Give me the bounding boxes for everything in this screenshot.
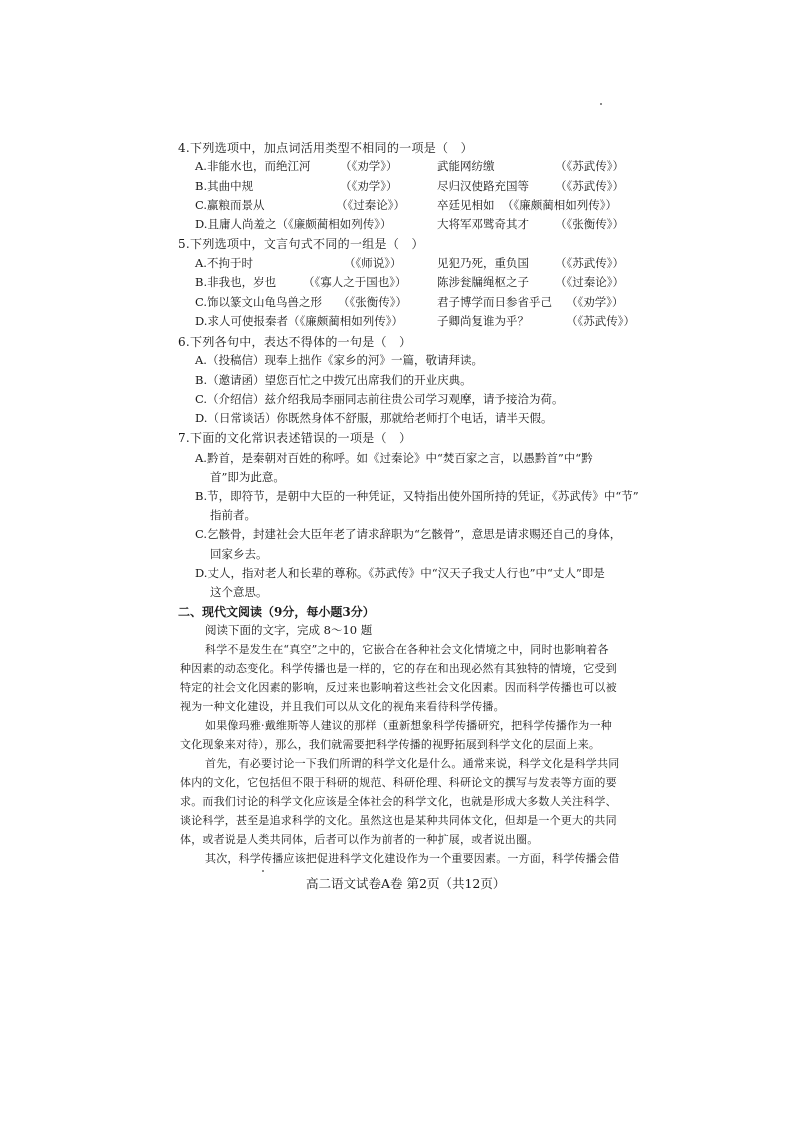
q4-option-d-right-source: （《张衡传》）: [555, 217, 624, 231]
q7-option-b-line2: 指前者。: [210, 508, 256, 522]
q4-option-a-source: （《劝学》）: [340, 159, 398, 173]
question-7-title: 7.下面的文化常识表述错误的一项是（ ）: [178, 431, 412, 445]
q5-option-b-right: 陈涉瓮牖绳枢之子: [437, 275, 529, 289]
q5-option-d-text: D.求人可使报秦者（《廉颇蔺相如列传》）: [195, 314, 403, 328]
q5-option-a-text: A.不拘于时: [195, 256, 253, 270]
q4-option-a-right: 武能网纺缴: [437, 159, 495, 173]
q4-option-a-right-source: （《苏武传》）: [555, 159, 624, 173]
q6-option-d: D.（日常谈话）你既然身体不舒服，那就给老师打个电话，请半天假。: [195, 411, 553, 425]
passage-line: 种因素的动态变化。科学传播也是一样的，它的存在和出现必然有其独特的情境，它受到: [180, 662, 617, 675]
q7-option-d-line1: D.丈人，指对老人和长辈的尊称。《苏武传》中“汉天子我丈人行也”中“丈人”即是: [195, 566, 605, 580]
q4-option-b-text: B.其曲中规: [195, 179, 254, 193]
q4-option-c-right-source: （《廉颇蔺相如列传》）: [502, 198, 617, 212]
q4-option-b-right-source: （《苏武传》）: [555, 179, 624, 193]
q4-option-c-source: （《过秦论》）: [336, 198, 405, 212]
q7-option-b-line1: B.节，即符节，是朝中大臣的一种凭证，又特指出使外国所持的凭证，《苏武传》中“节”: [195, 489, 639, 503]
q7-option-d-line2: 这个意思。: [210, 585, 268, 599]
q5-option-d-right: 子卿尚复谁为乎？: [437, 314, 529, 328]
passage-line: 谈论科学，甚至是追求科学的文化。虽然这也是某种共同体文化，但却是一个更大的共同: [180, 814, 617, 827]
passage-line: 特定的社会文化因素的影响，反过来也影响着这些社会文化因素。因而科学传播也可以被: [180, 681, 617, 694]
passage-line: 求。而我们讨论的科学文化应该是全体社会的科学文化，也就是形成大多数人关注科学、: [180, 795, 617, 808]
q4-option-c-right: 卒廷见相如: [437, 198, 495, 212]
section-2-instruction: 阅读下面的文字，完成 8～10 题: [205, 623, 373, 637]
passage-line: 首先，有必要讨论一下我们所谓的科学文化是什么。通常来说，科学文化是科学共同: [205, 757, 620, 770]
q5-option-b-right-source: （《过秦论》）: [555, 275, 624, 289]
q5-option-a-right-source: （《苏武传》）: [555, 256, 624, 270]
q4-option-b-source: （《劝学》）: [340, 179, 398, 193]
q4-option-d-text: D.且庸人尚羞之（《廉颇蔺相如列传》）: [195, 217, 392, 231]
q5-option-a-source: （《师说》）: [344, 256, 402, 270]
q6-option-b: B.（邀请函）望您百忙之中拨冗出席我们的开业庆典。: [195, 373, 472, 387]
passage-line: 视为一种文化建设，并且我们可以从文化的视角来看待科学传播。: [180, 700, 505, 713]
passage-line: 如果像玛雅·戴维斯等人建议的那样（重新想象科学传播研究，把科学传播作为一种: [205, 719, 612, 732]
page-footer: 高二语文试卷A卷 第2页（共12页）: [306, 876, 506, 891]
scan-speck: [262, 870, 264, 872]
q5-option-c-text: C.饰以篆文山龟鸟兽之形: [195, 295, 323, 309]
q7-option-a-line2: 首”即为此意。: [210, 470, 285, 484]
passage-line: 其次，科学传播应该把促进科学文化建设作为一个重要因素。一方面，科学传播会借: [205, 852, 620, 865]
q5-option-a-right: 见犯乃死，重负国: [437, 256, 529, 270]
scan-speck: [600, 103, 602, 105]
q5-option-c-right-source: （《劝学》）: [566, 295, 624, 309]
passage-line: 文化现象来对待），那么，我们就需要把科学传播的视野拓展到科学文化的层面上来。: [180, 738, 601, 751]
q5-option-c-source: （《张衡传》）: [338, 295, 407, 309]
q4-option-b-right: 尽归汉使路充国等: [437, 179, 529, 193]
q7-option-c-line2: 回家乡去。: [210, 547, 268, 561]
section-2-title: 二、现代文阅读（9分，每小题3分）: [178, 605, 375, 619]
q7-option-c-line1: C.乞骸骨，封建社会大臣年老了请求辞职为“乞骸骨”，意思是请求赐还自己的身体，: [195, 527, 622, 541]
passage-line: 体内的文化，它包括但不限于科研的规范、科研伦理、科研论文的撰写与发表等方面的要: [180, 776, 617, 789]
question-5-title: 5.下列选项中，文言句式不同的一组是（ ）: [178, 237, 424, 251]
q6-option-a: A.（投稿信）现奉上拙作《家乡的河》一篇，敬请拜读。: [195, 353, 483, 367]
question-4-title: 4.下列选项中，加点词活用类型不相同的一项是（ ）: [178, 141, 473, 155]
passage-line: 体，或者说是人类共同体，后者可以作为前者的一种扩展，或者说出圈。: [180, 833, 539, 846]
q4-option-a-text: A.非能水也，而绝江河: [195, 159, 311, 173]
q4-option-d-right: 大将军邓骘奇其才: [437, 217, 529, 231]
passage-line: 科学不是发生在“真空”之中的，它嵌合在各种社会文化情境之中，同时也影响着各: [205, 643, 609, 656]
q4-option-c-text: C.赢粮而景从: [195, 198, 265, 212]
question-6-title: 6.下列各句中，表达不得体的一句是（ ）: [178, 335, 412, 349]
q5-option-b-source: （《寡人之于国也》）: [303, 275, 407, 289]
q5-option-d-right-source: （《苏武传》）: [566, 314, 635, 328]
q6-option-c: C.（介绍信）兹介绍我局李丽同志前往贵公司学习观摩，请予接洽为荷。: [195, 392, 564, 406]
q7-option-a-line1: A.黔首，是秦朝对百姓的称呼。如《过秦论》中“焚百家之言，以愚黔首”中“黔: [195, 451, 593, 465]
q5-option-b-text: B.非我也，岁也: [195, 275, 277, 289]
q5-option-c-right: 君子博学而日参省乎己: [437, 295, 552, 309]
